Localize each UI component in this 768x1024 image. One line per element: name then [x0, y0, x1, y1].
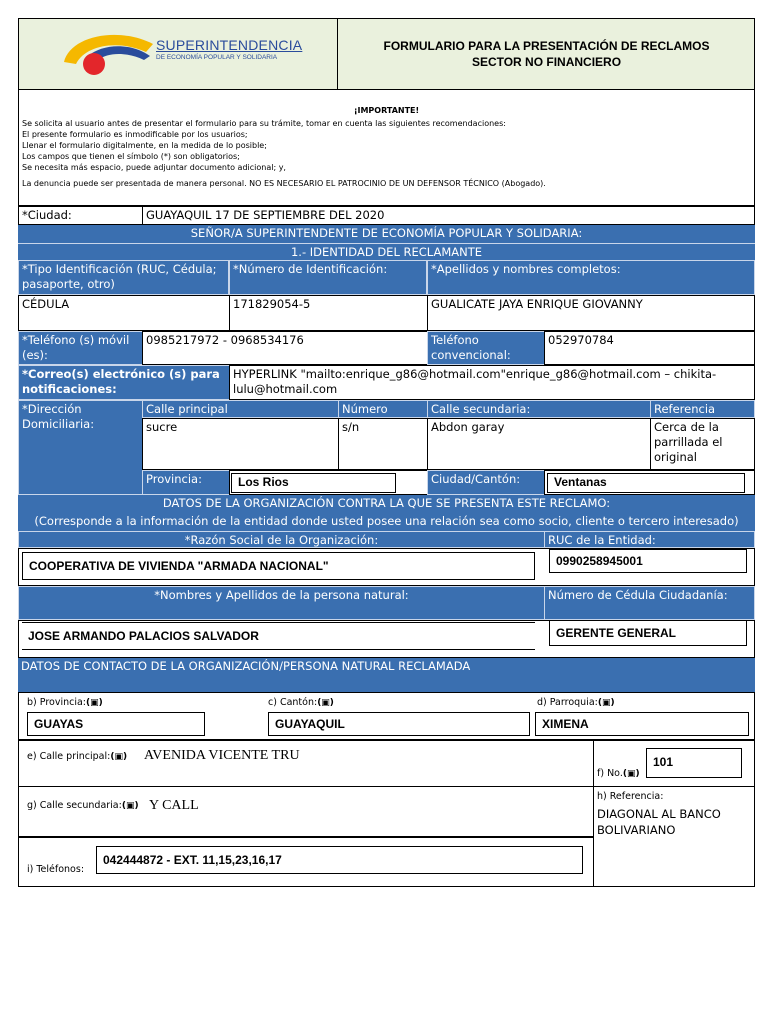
reference-label: Referencia	[650, 400, 755, 418]
contact-phones-label: i) Teléfonos:	[27, 864, 85, 875]
main-street-label: Calle principal	[142, 400, 339, 418]
business-name-label: *Razón Social de la Organización:	[18, 531, 545, 548]
contact-canton-label	[268, 697, 334, 708]
email-label: *Correo(s) electrónico (s) para notificaciones:	[18, 365, 230, 400]
important-line-6: La denuncia puede ser presentada de manera personal. NO ES NECESARIO EL PATROCINIO DE UN DEFENSOR TÉCNICO (Abogado).	[22, 179, 546, 188]
contact-main-street-value[interactable]: AVENIDA VICENTE TRU	[144, 748, 300, 763]
contact-section-title: DATOS DE CONTACTO DE LA ORGANIZACIÓN/PERSONA NATURAL RECLAMADA	[18, 658, 755, 692]
required-mark: (▣)	[86, 698, 103, 708]
id-type-label: *Tipo Identificación (RUC, Cédula; pasaporte, otro)	[18, 260, 229, 295]
id-card-value[interactable]: GERENTE GENERAL	[549, 620, 747, 646]
mobile-value[interactable]: 0985217972 - 0968534176	[142, 331, 428, 365]
id-number-value[interactable]: 171829054-5	[229, 295, 428, 331]
contact-parish-label	[537, 697, 615, 708]
canton-value[interactable]: Ventanas	[547, 473, 745, 493]
form-title-line2: SECTOR NO FINANCIERO	[471, 55, 622, 69]
form-title-line1: FORMULARIO PARA LA PRESENTACIÓN DE RECLAMOS	[383, 39, 710, 53]
contact-province-value[interactable]: GUAYAS	[27, 712, 205, 736]
mobile-label: *Teléfono (s) móvil (es):	[18, 331, 143, 365]
reference-value[interactable]: Cerca de la parrillada el original	[650, 418, 755, 470]
contact-canton-label-text: c) Cantón:	[268, 697, 318, 708]
landline-label: Teléfono convencional:	[427, 331, 545, 365]
required-mark: (▣)	[597, 698, 615, 708]
ruc-label: RUC de la Entidad:	[544, 531, 755, 548]
ruc-value[interactable]: 0990258945001	[549, 549, 747, 573]
province-value[interactable]: Los Rios	[231, 473, 396, 493]
number-value[interactable]: s/n	[338, 418, 428, 470]
city-label: *Ciudad:	[18, 206, 143, 225]
number-label: Número	[338, 400, 428, 418]
contact-parish-value[interactable]: XIMENA	[535, 712, 749, 736]
important-line-2: El presente formulario es inmodificable por los usuarios;	[22, 130, 248, 139]
required-mark: (▣)	[317, 698, 334, 708]
contact-parish-label-text: d) Parroquia:	[537, 697, 598, 708]
names-value[interactable]: GUALICATE JAYA ENRIQUE GIOVANNY	[427, 295, 755, 331]
contact-number-value[interactable]: 101	[646, 748, 742, 778]
contact-main-street-label	[27, 751, 127, 762]
contact-secondary-value[interactable]: Y CALL	[149, 798, 199, 813]
org-section-subtitle: (Corresponde a la información de la entidad donde usted posee una relación sea como socio, cliente o tercero interesado)	[18, 513, 755, 531]
required-mark: (▣)	[622, 769, 640, 779]
province-label: Provincia:	[142, 470, 230, 495]
addressee: SEÑOR/A SUPERINTENDENTE DE ECONOMÍA POPULAR Y SOLIDARIA:	[18, 225, 755, 243]
required-mark: (▣)	[110, 752, 128, 762]
landline-value[interactable]: 052970784	[544, 331, 755, 365]
important-line-3: Llenar el formulario digitalmente, en la medida de lo posible;	[22, 141, 267, 150]
logo-name: SUPERINTENDENCIA	[156, 37, 303, 53]
city-value[interactable]: GUAYAQUIL 17 DE SEPTIEMBRE DEL 2020	[142, 206, 755, 225]
contact-main-street-label-text: e) Calle principal:	[27, 751, 111, 762]
natural-person-label: *Nombres y Apellidos de la persona natural:	[18, 586, 545, 620]
secondary-street-value[interactable]: Abdon garay	[427, 418, 651, 470]
canton-label: Ciudad/Cantón:	[427, 470, 545, 495]
org-section-title: DATOS DE LA ORGANIZACIÓN CONTRA LA QUE SE PRESENTA ESTE RECLAMO:	[18, 495, 755, 513]
secondary-street-label: Calle secundaria:	[427, 400, 651, 418]
main-street-value[interactable]: sucre	[142, 418, 339, 470]
contact-phones-value[interactable]: 042444872 - EXT. 11,15,23,16,17	[96, 846, 583, 874]
contact-reference-value[interactable]: DIAGONAL AL BANCO BOLIVARIANO	[597, 807, 721, 837]
email-value[interactable]: HYPERLINK "mailto:enrique_g86@hotmail.com"enrique_g86@hotmail.com – chikita-lulu@hotmail.com	[229, 365, 755, 400]
important-line-5: Se necesita más espacio, puede adjuntar documento adicional; y,	[22, 163, 286, 172]
names-label: *Apellidos y nombres completos:	[427, 260, 755, 295]
required-mark: (▣)	[121, 801, 139, 811]
contact-canton-value[interactable]: GUAYAQUIL	[268, 712, 530, 736]
section-1-title: 1.- IDENTIDAD DEL RECLAMANTE	[18, 243, 755, 260]
contact-province-label-text: b) Provincia:	[27, 697, 86, 708]
contact-reference-label: h) Referencia:	[597, 791, 664, 802]
contact-secondary-label-text: g) Calle secundaria:	[27, 800, 122, 811]
logo-subtitle: DE ECONOMÍA POPULAR Y SOLIDARIA	[156, 54, 278, 61]
id-number-label: *Número de Identificación:	[229, 260, 427, 295]
business-name-value[interactable]: COOPERATIVA DE VIVIENDA "ARMADA NACIONAL"	[22, 552, 535, 580]
important-line-4: Los campos que tienen el símbolo (*) son obligatorios;	[22, 152, 240, 161]
address-label: *Dirección Domiciliaria:	[18, 400, 143, 495]
important-line-1: Se solicita al usuario antes de presentar el formulario para su trámite, tomar en cuenta las siguientes recomendaciones:	[22, 119, 506, 128]
contact-number-label	[597, 768, 640, 779]
important-heading: ¡IMPORTANTE!	[353, 106, 420, 115]
id-type-value[interactable]: CÉDULA	[18, 295, 230, 331]
sepes-logo	[58, 22, 158, 80]
id-card-label: Número de Cédula Ciudadanía:	[544, 586, 755, 620]
natural-person-value[interactable]: JOSE ARMANDO PALACIOS SALVADOR	[22, 622, 535, 650]
contact-number-label-text: f) No.	[597, 768, 623, 779]
contact-street-row	[18, 740, 755, 787]
contact-province-label	[27, 697, 103, 708]
